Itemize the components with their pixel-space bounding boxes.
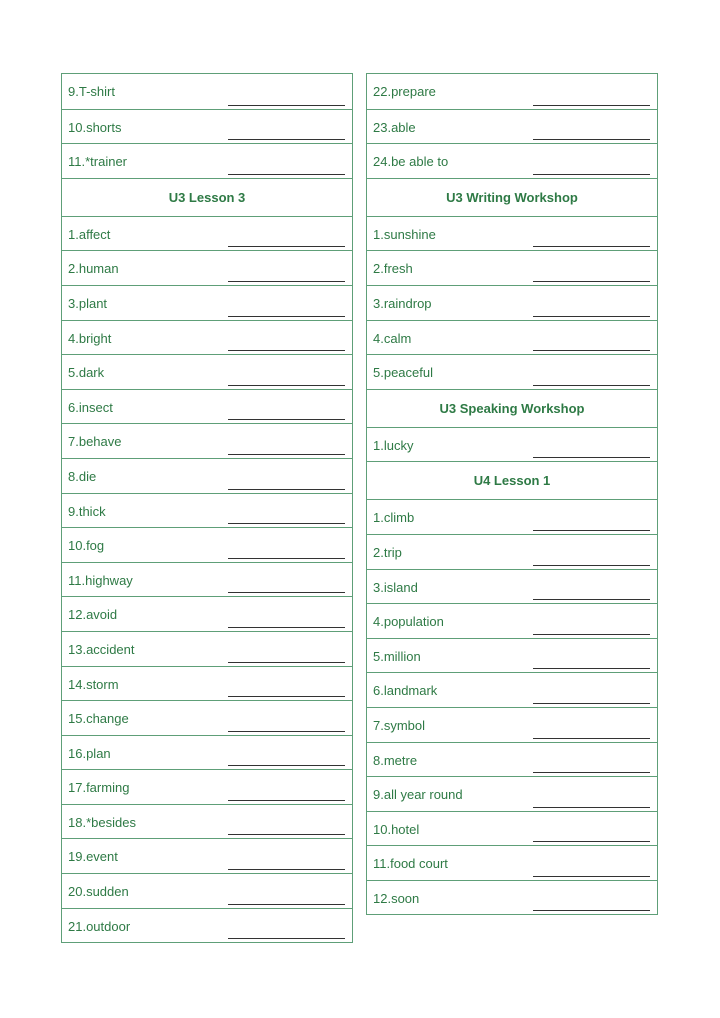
vocab-row xyxy=(367,320,657,355)
answer-blank-line[interactable] xyxy=(533,738,650,739)
vocab-word: 7.behave xyxy=(68,434,122,450)
vocab-word: 9.thick xyxy=(68,503,106,519)
vocab-word: 5.million xyxy=(373,648,421,664)
answer-blank-line[interactable] xyxy=(228,696,345,697)
answer-blank-line[interactable] xyxy=(228,454,345,455)
vocab-word: 5.dark xyxy=(68,365,105,381)
vocab-row xyxy=(62,596,352,631)
answer-blank-line[interactable] xyxy=(228,558,345,559)
vocab-word: 10.shorts xyxy=(68,119,122,135)
vocab-word: 1.lucky xyxy=(373,437,414,453)
vocab-word: 11.highway xyxy=(68,572,133,588)
vocab-word: 4.bright xyxy=(68,330,112,346)
vocab-row xyxy=(62,458,352,493)
answer-blank-line[interactable] xyxy=(228,834,345,835)
vocab-word: 3.island xyxy=(373,579,418,595)
vocab-row xyxy=(367,285,657,320)
answer-blank-line[interactable] xyxy=(533,668,650,669)
vocab-row xyxy=(367,811,657,846)
answer-blank-line[interactable] xyxy=(228,523,345,524)
vocab-row xyxy=(367,143,657,178)
answer-blank-line[interactable] xyxy=(533,281,650,282)
vocab-word: 18.*besides xyxy=(68,814,136,830)
answer-blank-line[interactable] xyxy=(533,807,650,808)
vocab-row xyxy=(367,603,657,638)
vocab-word: 15.change xyxy=(68,711,129,727)
section-heading-row xyxy=(367,178,657,216)
vocab-row xyxy=(62,700,352,735)
vocabulary-column-left xyxy=(61,73,353,943)
section-heading-row xyxy=(367,461,657,499)
vocab-row xyxy=(367,845,657,880)
vocab-word: 1.affect xyxy=(68,226,111,242)
vocab-word: 16.plan xyxy=(68,745,111,761)
vocab-row xyxy=(367,109,657,144)
vocab-row xyxy=(62,285,352,320)
vocab-row xyxy=(62,804,352,839)
answer-blank-line[interactable] xyxy=(533,530,650,531)
section-heading: U3 Speaking Workshop xyxy=(439,400,585,416)
vocab-row xyxy=(62,250,352,285)
vocab-word: 23.able xyxy=(373,119,416,135)
answer-blank-line[interactable] xyxy=(533,174,650,175)
answer-blank-line[interactable] xyxy=(228,281,345,282)
vocab-row xyxy=(62,216,352,251)
vocab-word: 8.metre xyxy=(373,752,418,768)
answer-blank-line[interactable] xyxy=(228,246,345,247)
vocab-word: 9.all year round xyxy=(373,787,463,803)
answer-blank-line[interactable] xyxy=(228,800,345,801)
vocab-word: 11.food court xyxy=(373,856,448,872)
answer-blank-line[interactable] xyxy=(533,350,650,351)
section-heading: U3 Writing Workshop xyxy=(446,189,578,205)
answer-blank-line[interactable] xyxy=(533,703,650,704)
vocab-word: 24.be able to xyxy=(373,154,449,170)
answer-blank-line[interactable] xyxy=(228,105,345,106)
vocabulary-column-right xyxy=(366,73,658,915)
vocab-row xyxy=(62,769,352,804)
vocab-word: 21.outdoor xyxy=(68,918,131,934)
section-heading: U4 Lesson 1 xyxy=(473,473,551,489)
vocab-row xyxy=(62,838,352,873)
vocab-word: 5.peaceful xyxy=(373,365,433,381)
vocab-row xyxy=(62,320,352,355)
vocab-word: 12.avoid xyxy=(68,607,118,623)
answer-blank-line[interactable] xyxy=(533,105,650,106)
vocab-row xyxy=(367,638,657,673)
vocab-word: 10.fog xyxy=(68,538,105,554)
vocab-word: 19.event xyxy=(68,849,118,865)
section-heading-row xyxy=(367,389,657,427)
answer-blank-line[interactable] xyxy=(228,731,345,732)
vocab-word: 7.symbol xyxy=(373,717,426,733)
vocab-row xyxy=(367,742,657,777)
answer-blank-line[interactable] xyxy=(228,174,345,175)
vocab-word: 20.sudden xyxy=(68,884,129,900)
vocab-word: 1.climb xyxy=(373,510,415,526)
vocab-word: 22.prepare xyxy=(373,84,436,99)
vocab-word: 13.accident xyxy=(68,641,135,657)
vocab-word: 3.raindrop xyxy=(373,295,432,311)
vocab-row xyxy=(62,354,352,389)
vocab-row xyxy=(62,873,352,908)
vocab-word: 12.soon xyxy=(373,890,420,906)
vocab-word: 14.storm xyxy=(68,676,119,692)
answer-blank-line[interactable] xyxy=(533,772,650,773)
vocab-row xyxy=(62,666,352,701)
vocab-word: 6.insect xyxy=(68,399,113,415)
vocab-row xyxy=(367,569,657,604)
vocab-row xyxy=(62,143,352,178)
section-heading: U3 Lesson 3 xyxy=(168,189,246,205)
vocab-row xyxy=(367,880,657,915)
vocab-word: 4.calm xyxy=(373,330,412,346)
answer-blank-line[interactable] xyxy=(533,139,650,140)
vocab-row xyxy=(62,423,352,458)
answer-blank-line[interactable] xyxy=(533,910,650,911)
vocab-word: 2.trip xyxy=(373,544,402,560)
vocab-word: 8.die xyxy=(68,468,97,484)
vocab-row xyxy=(62,735,352,770)
answer-blank-line[interactable] xyxy=(228,419,345,420)
answer-blank-line[interactable] xyxy=(228,869,345,870)
vocab-row xyxy=(367,74,657,109)
vocab-row xyxy=(367,250,657,285)
answer-blank-line[interactable] xyxy=(533,565,650,566)
answer-blank-line[interactable] xyxy=(228,662,345,663)
vocab-row xyxy=(367,216,657,251)
vocab-word: 9.T-shirt xyxy=(68,84,115,99)
vocab-row xyxy=(62,493,352,528)
vocab-row xyxy=(62,631,352,666)
vocab-word: 17.farming xyxy=(68,780,130,796)
answer-blank-line[interactable] xyxy=(228,316,345,317)
answer-blank-line[interactable] xyxy=(533,599,650,600)
answer-blank-line[interactable] xyxy=(533,876,650,877)
vocab-row xyxy=(62,527,352,562)
vocab-row xyxy=(367,534,657,569)
answer-blank-line[interactable] xyxy=(533,385,650,386)
answer-blank-line[interactable] xyxy=(533,841,650,842)
vocab-word: 2.human xyxy=(68,261,119,277)
vocab-word: 10.hotel xyxy=(373,821,420,837)
answer-blank-line[interactable] xyxy=(533,246,650,247)
answer-blank-line[interactable] xyxy=(228,765,345,766)
vocab-word: 2.fresh xyxy=(373,261,413,277)
vocab-word: 4.population xyxy=(373,614,444,630)
vocab-row xyxy=(62,908,352,943)
vocab-row xyxy=(367,776,657,811)
vocab-row xyxy=(62,109,352,144)
vocab-row xyxy=(62,389,352,424)
section-heading-row xyxy=(62,178,352,216)
vocab-row xyxy=(367,707,657,742)
answer-blank-line[interactable] xyxy=(228,489,345,490)
answer-blank-line[interactable] xyxy=(228,350,345,351)
answer-blank-line[interactable] xyxy=(228,385,345,386)
answer-blank-line[interactable] xyxy=(228,938,345,939)
answer-blank-line[interactable] xyxy=(533,457,650,458)
answer-blank-line[interactable] xyxy=(228,627,345,628)
vocab-row xyxy=(62,562,352,597)
vocab-word: 6.landmark xyxy=(373,683,438,699)
answer-blank-line[interactable] xyxy=(533,316,650,317)
vocab-word: 11.*trainer xyxy=(68,154,128,170)
vocab-word: 3.plant xyxy=(68,295,108,311)
vocab-row xyxy=(367,499,657,534)
vocab-word: 1.sunshine xyxy=(373,226,436,242)
answer-blank-line[interactable] xyxy=(228,139,345,140)
answer-blank-line[interactable] xyxy=(228,904,345,905)
vocab-row xyxy=(367,672,657,707)
vocab-row xyxy=(367,427,657,462)
vocab-row xyxy=(367,354,657,389)
answer-blank-line[interactable] xyxy=(228,592,345,593)
answer-blank-line[interactable] xyxy=(533,634,650,635)
vocab-row xyxy=(62,74,352,109)
